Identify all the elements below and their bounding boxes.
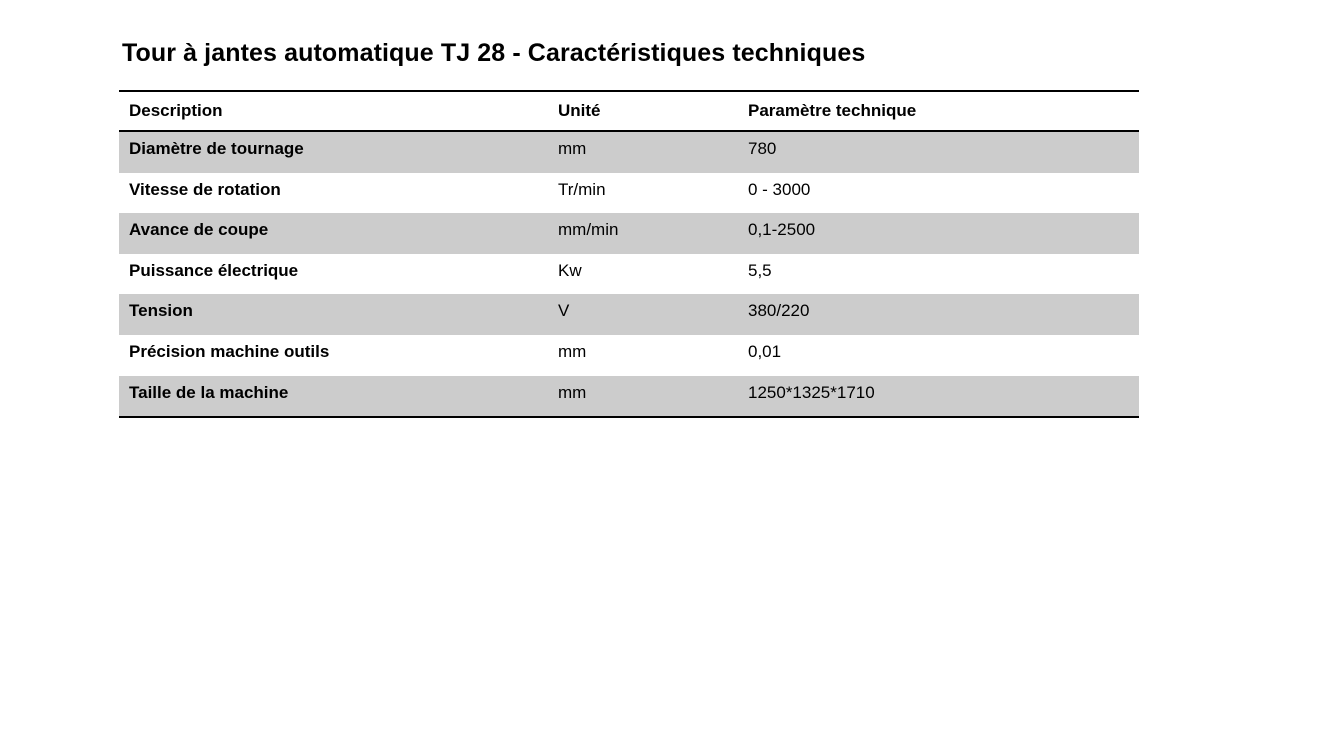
- row-value: 780: [738, 131, 1139, 173]
- spec-table: [119, 90, 1139, 418]
- table-row: [119, 294, 1139, 335]
- table-row: [119, 376, 1139, 418]
- table-row: [119, 254, 1139, 295]
- row-description: Vitesse de rotation: [129, 179, 281, 199]
- row-unit: Tr/min: [558, 179, 606, 199]
- row-unit: mm: [548, 376, 738, 418]
- row-value: 380/220: [738, 294, 1139, 335]
- row-description: Puissance électrique: [129, 260, 299, 280]
- row-unit: mm: [548, 131, 738, 173]
- row-value: 0,01: [748, 341, 782, 361]
- row-description: Taille de la machine: [119, 376, 548, 418]
- table-row: [119, 213, 1139, 254]
- row-description: Tension: [119, 294, 548, 335]
- row-value: 0 - 3000: [748, 179, 811, 199]
- column-header-unit: Unité: [558, 101, 601, 120]
- table-row: [119, 335, 1139, 376]
- column-header-parameter: Paramètre technique: [748, 101, 917, 120]
- table-row: [119, 131, 1139, 173]
- row-value: 0,1-2500: [738, 213, 1139, 254]
- row-description: Précision machine outils: [129, 341, 330, 361]
- row-unit: mm/min: [548, 213, 738, 254]
- row-value: 5,5: [748, 260, 772, 280]
- row-description: Diamètre de tournage: [119, 131, 548, 173]
- row-value: 1250*1325*1710: [738, 376, 1139, 418]
- page-title: Tour à jantes automatique TJ 28 - Caractéristiques techniques: [122, 39, 866, 67]
- row-unit: Kw: [558, 260, 582, 280]
- column-header-description: Description: [129, 101, 223, 120]
- table-row: [119, 173, 1139, 214]
- row-unit: V: [548, 294, 738, 335]
- row-unit: mm: [558, 341, 587, 361]
- row-description: Avance de coupe: [119, 213, 548, 254]
- table-header-row: [119, 91, 1139, 131]
